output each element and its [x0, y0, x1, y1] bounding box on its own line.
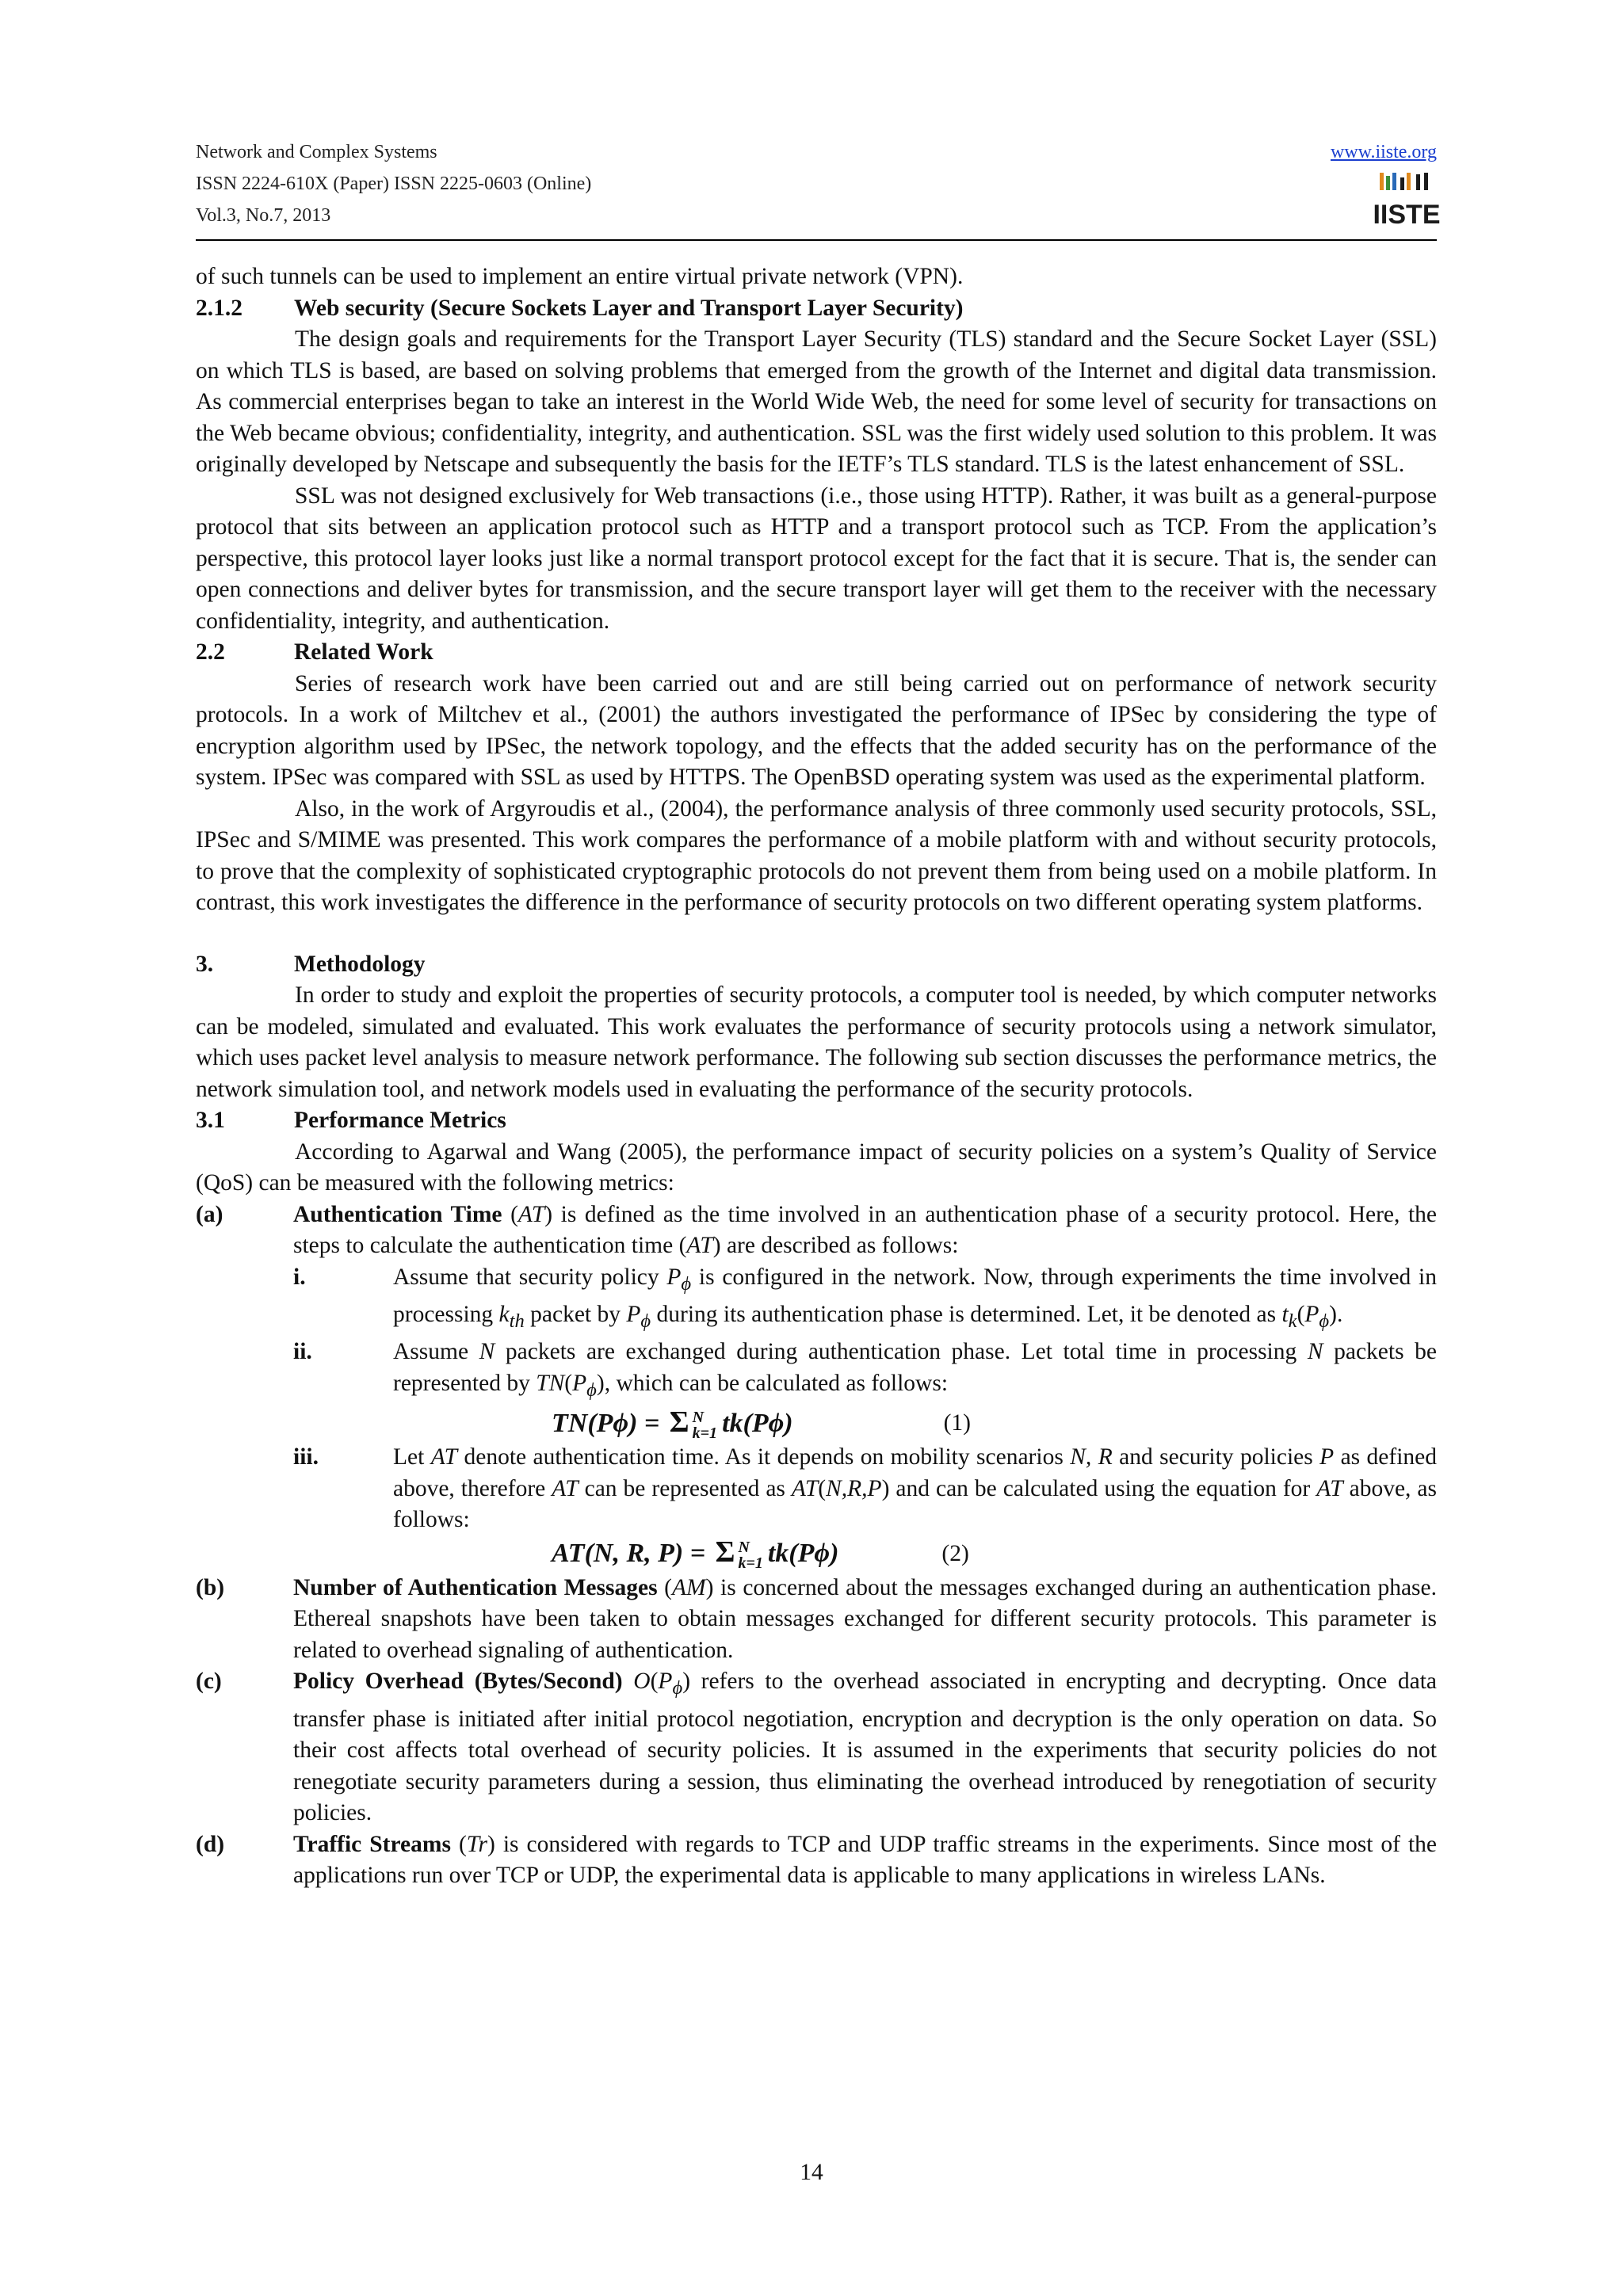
- step-label: ii.: [293, 1339, 312, 1365]
- text-run: (: [502, 1201, 518, 1227]
- text-run: packets be represented by: [393, 1339, 1437, 1396]
- sum-limits: [738, 1539, 762, 1571]
- article-body: [196, 261, 1437, 1892]
- sum-lower: k=1: [738, 1554, 763, 1573]
- heading-number: 2.2: [196, 639, 225, 665]
- text-run: (: [450, 1831, 467, 1857]
- item-term: Traffic Streams: [293, 1831, 451, 1857]
- equation-formula: [552, 1407, 793, 1441]
- step-text: [393, 1337, 1437, 1405]
- symbol: AT: [552, 1475, 579, 1501]
- item-indent: [196, 1262, 293, 1573]
- text-run: (: [1296, 1301, 1305, 1327]
- abbr: Tr: [466, 1831, 488, 1857]
- symbol: N: [1307, 1339, 1323, 1365]
- paragraph-related-2: Also, in the work of Argyroudis et al., (2004), the performance analysis of three commonly used security protocols, SSL, IPSec and S/MIME was presented. This work compares the performance of a mobile platform with and without security protocols, to prove that the complexity of sophisticated cryptographic protocols do not prevent them from being used on a mobile platform. In contrast, this work investigates the difference in the performance of security protocols on two different operating system platforms.: [196, 795, 1437, 915]
- sum-limits: [693, 1409, 717, 1441]
- symbol: P: [658, 1669, 673, 1695]
- heading-2-1-2: [196, 293, 1437, 325]
- paragraph-metrics: According to Agarwal and Wang (2005), the performance impact of security policies on a system’s Quality of Service (QoS) can be measured with the following metrics:: [196, 1138, 1437, 1196]
- heading-number: 3.1: [196, 1108, 225, 1133]
- item-term: Policy Overhead (Bytes/Second): [293, 1669, 623, 1695]
- symbol-sub: ϕ: [640, 1310, 651, 1332]
- section-gap: [196, 919, 1437, 949]
- symbol: k: [498, 1301, 510, 1327]
- item-term: Authentication Time: [293, 1201, 502, 1227]
- text-run: [623, 1669, 634, 1694]
- text-run: ) is defined as the time involved in an authentication phase of a security protocol. Here, the steps to calculate the authentication time (: [293, 1201, 1437, 1258]
- metric-item-d: [196, 1829, 1437, 1892]
- symbol-sub: ϕ: [1319, 1310, 1330, 1332]
- symbol: N: [479, 1339, 495, 1365]
- item-label: (b): [196, 1574, 225, 1600]
- item-text: [293, 1199, 1437, 1262]
- item-label: (a): [196, 1201, 223, 1227]
- heading-2-2: [196, 637, 1437, 669]
- symbol: P: [1304, 1301, 1319, 1327]
- step-label: i.: [293, 1264, 306, 1290]
- item-label: (c): [196, 1669, 222, 1695]
- journal-info: [196, 136, 591, 231]
- symbol: P: [666, 1264, 682, 1290]
- equation-number: (1): [943, 1410, 972, 1436]
- symbol: TN: [536, 1370, 565, 1396]
- text-run: (: [564, 1370, 573, 1396]
- paragraph-ssl: SSL was not designed exclusively for Web transactions (i.e., those using HTTP). Rather, it was built as a general-purpose protocol that sits between an application protocol such as HTTP and a transport protocol such as TCP. From the application’s perspective, this protocol layer looks just like a normal transport protocol except for the fact that it is secure. That is, the sender can open connections and deliver bytes for transmission, and the secure transport layer will get them to the receiver with the necessary confidentiality, integrity, and authentication.: [196, 482, 1437, 634]
- heading-3: [196, 949, 1437, 981]
- text-run: Assume: [393, 1339, 479, 1365]
- symbol: O: [633, 1669, 651, 1695]
- text-run: Let: [393, 1444, 431, 1470]
- symbol-sub: th: [509, 1310, 525, 1332]
- heading-title: Performance Metrics: [294, 1108, 506, 1133]
- step-label: iii.: [293, 1444, 319, 1470]
- item-text: [293, 1666, 1437, 1829]
- item-text: [293, 1829, 1437, 1892]
- metric-item-c: [196, 1666, 1437, 1829]
- text-run: packets are exchanged during authentication phase. Let total time in processing: [495, 1339, 1308, 1365]
- metric-item-b: [196, 1573, 1437, 1667]
- step-ii: [293, 1337, 1437, 1405]
- page-header: [196, 136, 1441, 239]
- step-i: [293, 1262, 1437, 1337]
- text-run: ).: [1329, 1301, 1343, 1327]
- journal-issn: ISSN 2224-610X (Paper) ISSN 2225-0603 (Online): [196, 174, 592, 194]
- paragraph-continue: of such tunnels can be used to implement an entire virtual private network (VPN).: [196, 264, 964, 289]
- paragraph-tls: The design goals and requirements for the Transport Layer Security (TLS) standard and the Secure Socket Layer (SSL) on which TLS is based, are based on solving problems that emerged from the growth of the Internet and digital data transmission. As commercial enterprises began to take an interest in the World Wide Web, the need for some level of security for transactions on the Web became obvious; confidentiality, integrity, and authentication. SSL was the first widely used solution to this problem. It was originally developed by Netscape and subsequently the basis for the IETF’s TLS standard. TLS is the latest enhancement of SSL.: [196, 326, 1437, 477]
- item-text: [293, 1573, 1437, 1667]
- equation-2: [293, 1536, 1437, 1573]
- metric-item-a: [196, 1199, 1437, 1262]
- website-link[interactable]: www.iiste.org: [1331, 142, 1437, 162]
- heading-number: 2.1.2: [196, 295, 242, 321]
- text-run: ), which can be calculated as follows:: [596, 1370, 949, 1396]
- equation-formula: [552, 1537, 838, 1571]
- item-label: (d): [196, 1831, 225, 1857]
- paragraph-related-1: Series of research work have been carried out and are still being carried out on performance of network security protocols. In a work of Miltchev et al., (2001) the authors investigated the performance of IPSec by considering the type of encryption algorithm used by IPSec, the network topology, and the effects that the added security has on the performance of the system. IPSec was compared with SSL as used by HTTPS. The OpenBSD operating system was used as the experimental platform.: [196, 670, 1437, 790]
- page-number: 14: [800, 2160, 823, 2185]
- header-divider: [196, 239, 1437, 241]
- abbr: AT: [686, 1233, 713, 1258]
- metric-item-a-steps: [196, 1262, 1437, 1573]
- symbol: P: [572, 1370, 587, 1396]
- symbol: N, R: [1070, 1444, 1113, 1470]
- symbol: t: [1281, 1301, 1289, 1327]
- equation-number: (2): [941, 1540, 969, 1566]
- equation-1: [293, 1405, 1437, 1442]
- text-run: Assume that security policy: [393, 1264, 667, 1290]
- symbol: AT: [430, 1444, 458, 1470]
- symbol-sub: ϕ: [586, 1379, 597, 1401]
- item-term: Number of Authentication Messages: [293, 1574, 658, 1600]
- symbol: P: [1319, 1444, 1335, 1470]
- equation-lhs: AT(N, R, P) =: [552, 1539, 712, 1569]
- steps-list: [293, 1262, 1437, 1573]
- text-run: above, as follows:: [393, 1475, 1437, 1533]
- step-text: [393, 1442, 1437, 1536]
- symbol-sub: ϕ: [672, 1677, 683, 1699]
- heading-3-1: [196, 1105, 1437, 1137]
- abbr: AT: [517, 1201, 545, 1227]
- text-run: ) and can be calculated using the equation for: [881, 1475, 1317, 1501]
- sum-upper: N: [738, 1539, 750, 1557]
- sum-symbol: Σ: [669, 1405, 689, 1439]
- symbol: AT: [791, 1475, 819, 1501]
- journal-volume: Vol.3, No.7, 2013: [196, 205, 331, 226]
- text-run: is configured in the network. Now, through experiments the time involved in processing: [393, 1264, 1437, 1327]
- heading-title: Related Work: [294, 639, 433, 665]
- text-run: denote authentication time. As it depends on mobility scenarios: [457, 1444, 1071, 1470]
- symbol-sub: k: [1288, 1310, 1297, 1332]
- paragraph-methodology: In order to study and exploit the properties of security protocols, a computer tool is needed, by which computer networks can be modeled, simulated and evaluated. This work evaluates the performance of security protocols using a network simulator, which uses packet level analysis to measure network performance. The following sub section discusses the performance metrics, the network simulation tool, and network models used in evaluating the performance of the security protocols.: [196, 982, 1437, 1102]
- equation-lhs: TN(Pϕ) =: [552, 1408, 666, 1438]
- text-run: ) are described as follows:: [712, 1233, 959, 1258]
- sum-lower: k=1: [692, 1424, 718, 1442]
- text-run: (: [818, 1475, 827, 1501]
- heading-title: Methodology: [294, 951, 426, 977]
- sum-symbol: Σ: [715, 1535, 735, 1569]
- equation-rhs: tk(Pϕ): [722, 1408, 793, 1438]
- text-run: ) refers to the overhead associated in encrypting and decrypting. Once data transfer phase is initiated after initial protocol negotiation, encryption and decryption is the only operation on data. So their cost affects total overhead of security policies. It is assumed in the experiments that security policies do not renegotiate security parameters during a session, thus eliminating the overhead introduced by renegotiation of security policies.: [293, 1669, 1438, 1826]
- heading-number: 3.: [196, 951, 214, 977]
- text-run: (: [650, 1669, 659, 1695]
- logo-text: IISTE: [1373, 200, 1441, 230]
- step-iii: [293, 1442, 1437, 1536]
- text-run: as defined above, therefore: [393, 1444, 1438, 1501]
- symbol: N,R,P: [826, 1475, 882, 1501]
- equation-rhs: tk(Pϕ): [767, 1539, 839, 1569]
- sum-upper: N: [692, 1408, 705, 1426]
- text-run: packet by: [524, 1301, 627, 1327]
- step-text: [393, 1262, 1437, 1337]
- journal-name: Network and Complex Systems: [196, 142, 437, 162]
- symbol-sub: ϕ: [681, 1272, 692, 1295]
- text-run: can be represented as: [578, 1475, 792, 1501]
- heading-title: Web security (Secure Sockets Layer and Transport Layer Security): [294, 295, 964, 321]
- iiste-logo-icon: [1373, 171, 1441, 231]
- text-run: and security policies: [1112, 1444, 1320, 1470]
- text-run: (: [657, 1574, 673, 1600]
- symbol: P: [626, 1301, 641, 1327]
- text-run: ) is considered with regards to TCP and UDP traffic streams in the experiments. Since most of the applications run over TCP or UDP, the experimental data is applicable to many applications in wireless LANs.: [293, 1831, 1437, 1889]
- text-run: during its authentication phase is determined. Let, it be denoted as: [651, 1301, 1282, 1327]
- abbr: AM: [672, 1574, 706, 1600]
- text-run: ) is concerned about the messages exchanged during an authentication phase. Ethereal snapshots have been taken to obtain messages exchanged for different security protocols. This parameter is related to overhead signaling of authentication.: [293, 1574, 1438, 1663]
- symbol: AT: [1316, 1475, 1343, 1501]
